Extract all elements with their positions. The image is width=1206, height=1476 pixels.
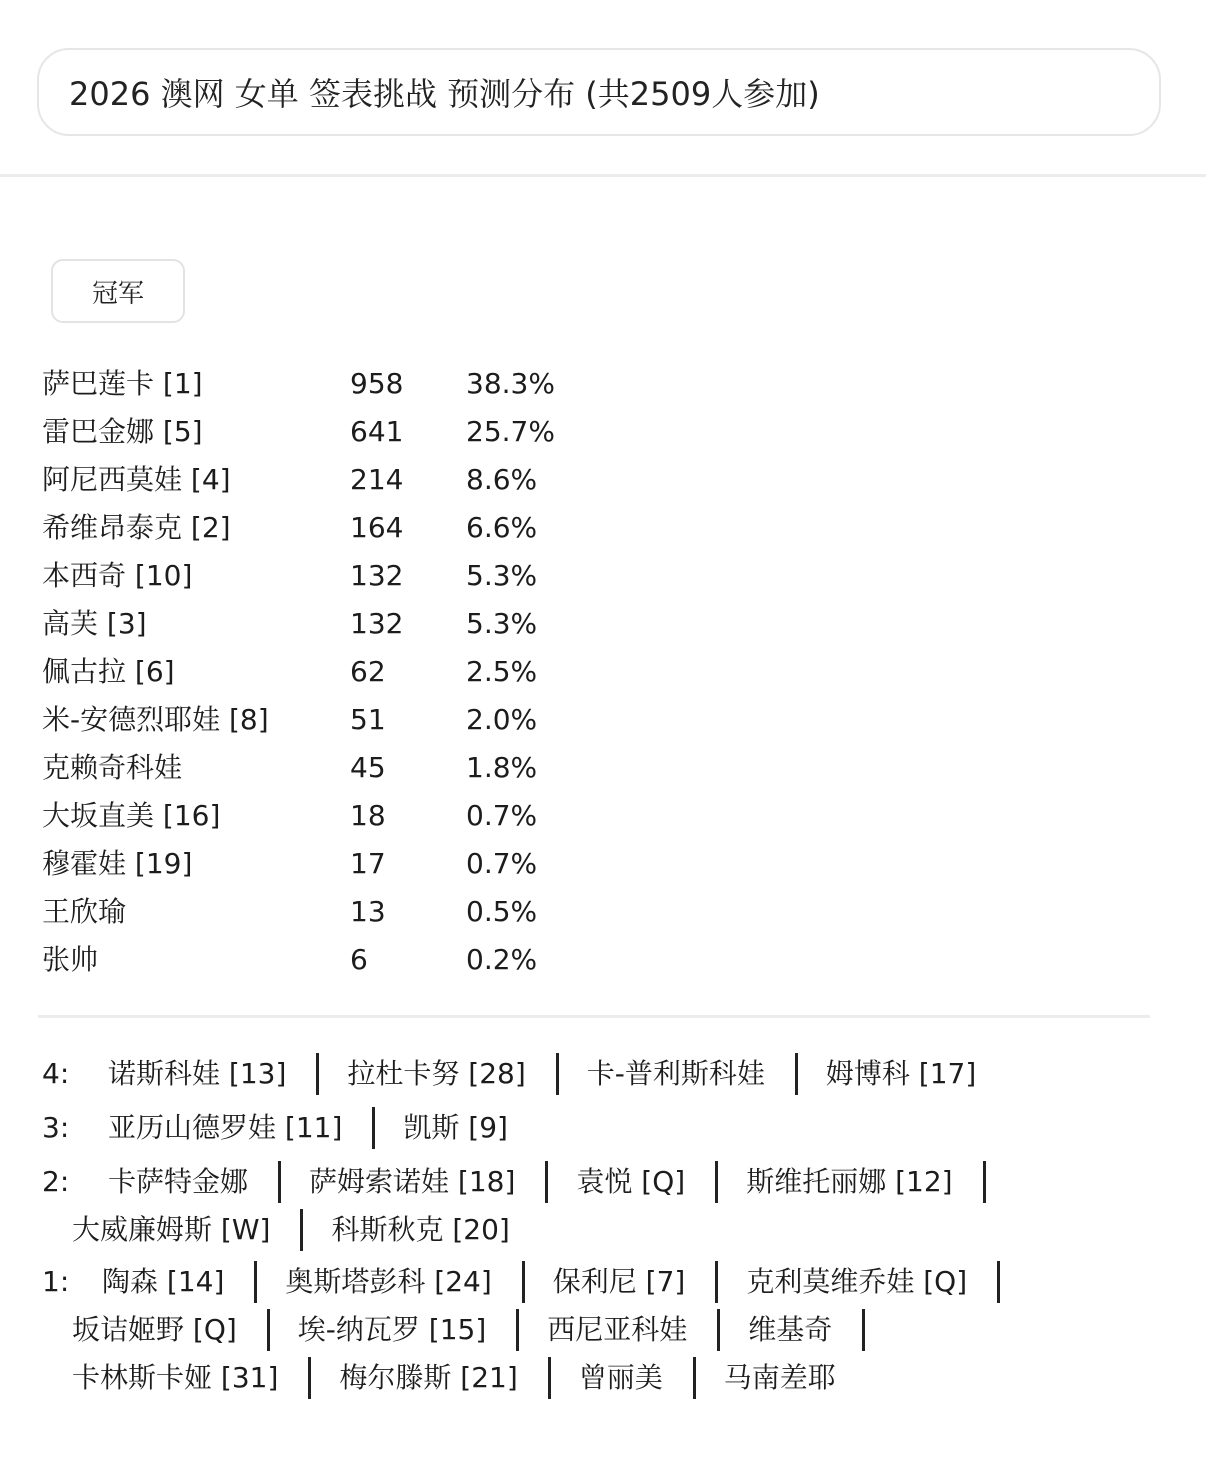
vote-count-label: 2: — [42, 1165, 70, 1198]
player-name: 希维昂泰克 [2] — [42, 511, 231, 544]
table-row — [42, 552, 742, 600]
vote-percent: 0.7% — [466, 847, 538, 880]
vote-count: 45 — [350, 751, 386, 784]
player-name: 拉杜卡努 [28] — [347, 1057, 526, 1090]
table-row — [42, 504, 742, 552]
table-row — [42, 840, 742, 888]
vote-count-label: 1: — [42, 1265, 70, 1298]
separator — [997, 1261, 1000, 1303]
player-name: 姆博科 [17] — [825, 1057, 977, 1090]
player-name: 大威廉姆斯 [W] — [72, 1213, 271, 1246]
vote-count: 958 — [350, 367, 404, 400]
separator — [795, 1053, 798, 1095]
separator — [693, 1357, 696, 1399]
vote-group-line — [42, 1258, 1162, 1306]
separator — [254, 1261, 257, 1303]
table-row — [42, 360, 742, 408]
vote-percent: 5.3% — [466, 559, 538, 592]
player-name: 阿尼西莫娃 [4] — [42, 463, 231, 496]
top-divider — [0, 174, 1206, 177]
separator — [717, 1309, 720, 1351]
table-row — [42, 888, 742, 936]
vote-count: 214 — [350, 463, 404, 496]
player-name: 诺斯科娃 [13] — [108, 1057, 287, 1090]
vote-group — [42, 1158, 1162, 1254]
vote-group — [42, 1050, 1162, 1098]
player-name: 卡-普利斯科娃 — [586, 1057, 765, 1090]
vote-group-line — [42, 1050, 1162, 1098]
separator — [862, 1309, 865, 1351]
separator — [545, 1161, 548, 1203]
player-name: 坂诘姬野 [Q] — [72, 1313, 237, 1346]
player-name: 埃-纳瓦罗 [15] — [297, 1313, 487, 1346]
vote-group-line — [42, 1306, 1162, 1354]
vote-count: 6 — [350, 943, 368, 976]
player-name: 维基奇 — [748, 1313, 833, 1346]
player-name: 雷巴金娜 [5] — [42, 415, 203, 448]
player-name: 穆霍娃 [19] — [42, 847, 193, 880]
player-name: 萨姆索诺娃 [18] — [309, 1165, 516, 1198]
vote-group-line — [42, 1104, 1162, 1152]
vote-percent: 25.7% — [466, 415, 555, 448]
table-row — [42, 792, 742, 840]
vote-percent: 8.6% — [466, 463, 538, 496]
player-name: 萨巴莲卡 [1] — [42, 367, 203, 400]
separator — [715, 1261, 718, 1303]
tab-champion[interactable] — [51, 259, 185, 323]
player-name: 保利尼 [7] — [552, 1265, 686, 1298]
player-name: 袁悦 [Q] — [576, 1165, 686, 1198]
table-row — [42, 936, 742, 984]
player-name: 科斯秋克 [20] — [331, 1213, 510, 1246]
vote-percent: 5.3% — [466, 607, 538, 640]
separator — [300, 1209, 303, 1251]
player-name: 斯维托丽娜 [12] — [746, 1165, 953, 1198]
vote-percent: 2.5% — [466, 655, 538, 688]
vote-count: 641 — [350, 415, 404, 448]
vote-group-line — [42, 1158, 1162, 1206]
player-name: 本西奇 [10] — [42, 559, 193, 592]
player-name: 亚历山德罗娃 [11] — [108, 1111, 343, 1144]
separator — [267, 1309, 270, 1351]
table-row — [42, 600, 742, 648]
vote-count: 51 — [350, 703, 386, 736]
champion-prediction-table — [42, 360, 742, 984]
player-name: 大坂直美 [16] — [42, 799, 221, 832]
separator — [548, 1357, 551, 1399]
separator — [715, 1161, 718, 1203]
separator — [316, 1053, 319, 1095]
player-name: 克利莫维乔娃 [Q] — [746, 1265, 968, 1298]
separator — [983, 1161, 986, 1203]
page-title: 2026 澳网 女单 签表挑战 预测分布 (共2509人参加) — [69, 75, 820, 113]
player-name: 米-安德烈耶娃 [8] — [42, 703, 269, 736]
table-row — [42, 696, 742, 744]
table-row — [42, 456, 742, 504]
vote-count: 17 — [350, 847, 386, 880]
table-row — [42, 744, 742, 792]
player-name: 王欣瑜 — [42, 895, 127, 928]
vote-group — [42, 1258, 1162, 1402]
vote-count: 62 — [350, 655, 386, 688]
player-name: 卡萨特金娜 — [108, 1165, 249, 1198]
separator — [372, 1107, 375, 1149]
vote-percent: 0.5% — [466, 895, 538, 928]
player-name: 凯斯 [9] — [403, 1111, 508, 1144]
vote-group — [42, 1104, 1162, 1152]
player-name: 曾丽美 — [578, 1361, 663, 1394]
separator — [278, 1161, 281, 1203]
table-row — [42, 408, 742, 456]
player-name: 西尼亚科娃 — [547, 1313, 688, 1346]
player-name: 克赖奇科娃 — [42, 751, 183, 784]
player-name: 佩古拉 [6] — [42, 655, 175, 688]
separator — [522, 1261, 525, 1303]
section-divider — [38, 1015, 1150, 1018]
vote-count-label: 3: — [42, 1111, 70, 1144]
player-name: 梅尔滕斯 [21] — [339, 1361, 518, 1394]
vote-percent: 38.3% — [466, 367, 555, 400]
vote-count: 132 — [350, 559, 404, 592]
player-name: 陶森 [14] — [102, 1265, 225, 1298]
vote-count: 132 — [350, 607, 404, 640]
player-name: 张帅 — [42, 943, 99, 976]
page-title-box — [37, 48, 1161, 136]
player-name: 奥斯塔彭科 [24] — [285, 1265, 492, 1298]
tab-champion-label: 冠军 — [91, 278, 144, 309]
separator — [516, 1309, 519, 1351]
player-name: 马南差耶 — [723, 1361, 836, 1394]
player-name: 卡林斯卡娅 [31] — [72, 1361, 279, 1394]
vote-count: 164 — [350, 511, 404, 544]
player-name: 高芙 [3] — [42, 607, 147, 640]
vote-group-line — [42, 1354, 1162, 1402]
vote-count: 13 — [350, 895, 386, 928]
vote-percent: 0.2% — [466, 943, 538, 976]
vote-count: 18 — [350, 799, 386, 832]
vote-percent: 0.7% — [466, 799, 538, 832]
table-row — [42, 648, 742, 696]
vote-percent: 1.8% — [466, 751, 538, 784]
vote-group-line — [42, 1206, 1162, 1254]
vote-count-label: 4: — [42, 1057, 70, 1090]
separator — [308, 1357, 311, 1399]
vote-percent: 2.0% — [466, 703, 538, 736]
vote-percent: 6.6% — [466, 511, 538, 544]
separator — [556, 1053, 559, 1095]
